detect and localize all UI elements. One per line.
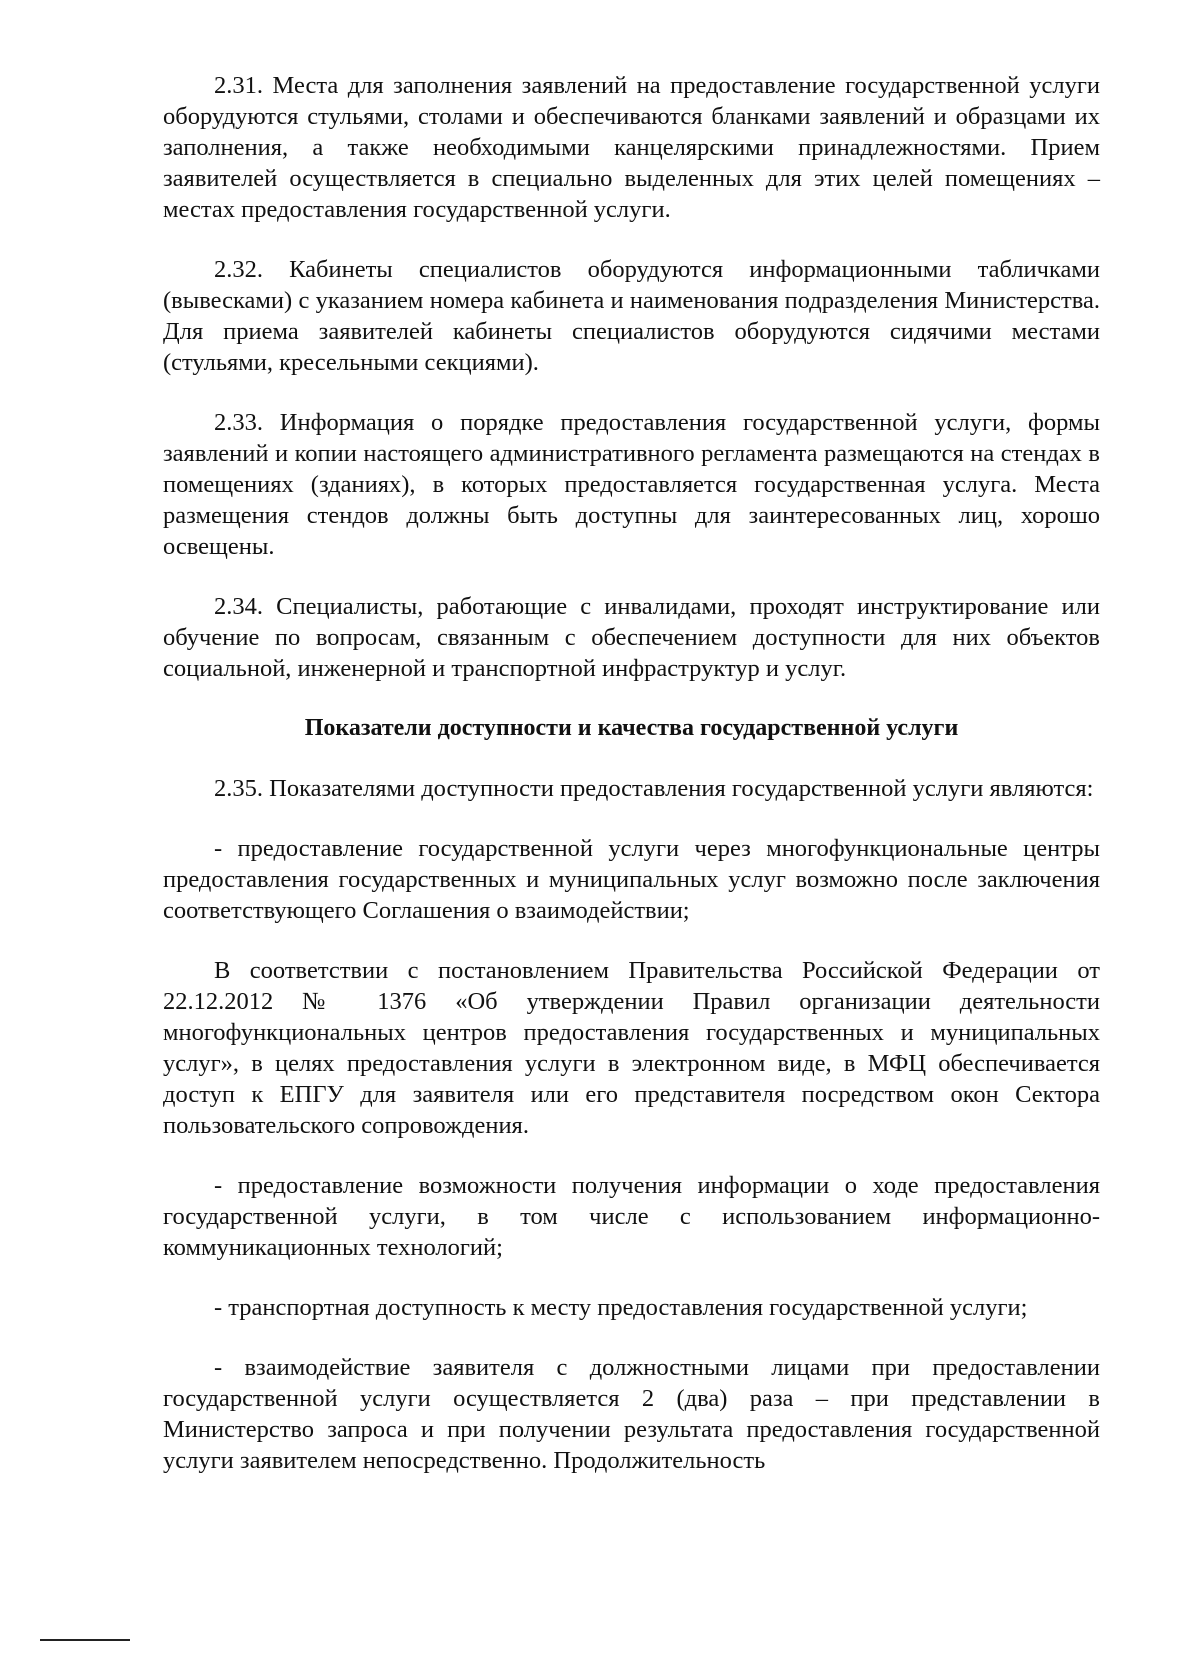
list-item-information: - предоставление возможности получения информации о ходе предоставления государственной услуги, в том числе с использованием информационно-коммуникационных технологий;	[163, 1172, 1100, 1261]
paragraph-2-32: 2.32. Кабинеты специалистов оборудуются информационными табличками (вывесками) с указанием номера кабинета и наименования подразделения Министерства. Для приема заявителей кабинеты специалистов оборудуются сидячими местами (стульями, кресельными секциями).	[163, 256, 1100, 376]
list-item-transport: - транспортная доступность к месту предоставления государственной услуги;	[214, 1294, 1028, 1321]
paragraph-2-34: 2.34. Специалисты, работающие с инвалидами, проходят инструктирование или обучение по вопросам, связанным с обеспечением доступности для них объектов социальной, инженерной и транспортной инфраструктур и услуг.	[163, 593, 1100, 682]
paragraph-government-decree: В соответствии с постановлением Правительства Российской Федерации от 22.12.2012 № 1376 «Об утверждении Правил организации деятельности многофункциональных центров предоставления государственных и муниципальных услуг», в целях предоставления услуги в электронном виде, в МФЦ обеспечивается доступ к ЕПГУ для заявителя или его представителя посредством окон Сектора пользовательского сопровождения.	[163, 957, 1100, 1139]
paragraph-2-35: 2.35. Показателями доступности предоставления государственной услуги являются:	[214, 775, 1094, 802]
paragraph-2-31: 2.31. Места для заполнения заявлений на предоставление государственной услуги оборудуются стульями, столами и обеспечиваются бланками заявлений и образцами их заполнения, а также необходимыми канцелярскими принадлежностями. Прием заявителей осуществляется в специально выделенных для этих целей помещениях – местах предоставления государственной услуги.	[163, 72, 1100, 223]
paragraph-2-33: 2.33. Информация о порядке предоставления государственной услуги, формы заявлений и копии настоящего административного регламента размещаются на стендах в помещениях (зданиях), в которых предоставляется государственная услуга. Места размещения стендов должны быть доступны для заинтересованных лиц, хорошо освещены.	[163, 409, 1100, 560]
section-heading: Показатели доступности и качества государственной услуги	[304, 715, 959, 741]
document-page	[163, 70, 1100, 1505]
list-item-interaction: - взаимодействие заявителя с должностными лицами при предоставлении государственной услуги осуществляется 2 (два) раза – при представлении в Министерство запроса и при получении результата предоставления государственной услуги заявителем непосредственно. Продолжительность	[163, 1354, 1100, 1474]
list-item-mfc: - предоставление государственной услуги через многофункциональные центры предоставления государственных и муниципальных услуг возможно после заключения соответствующего Соглашения о взаимодействии;	[163, 835, 1100, 924]
footer-rule	[40, 1639, 130, 1641]
